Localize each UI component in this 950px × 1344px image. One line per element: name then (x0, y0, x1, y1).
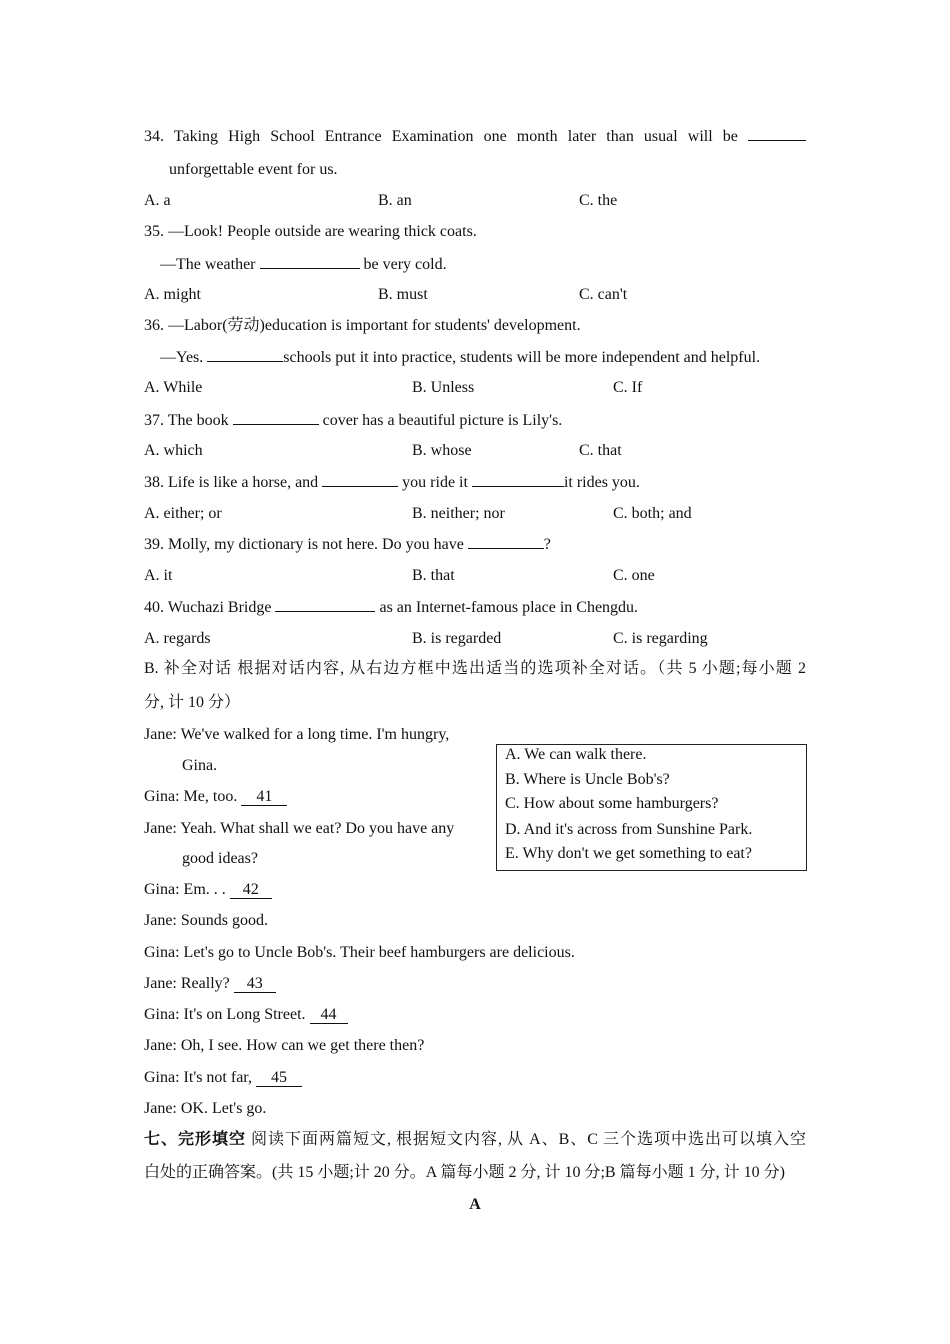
option-a: A. it (144, 567, 173, 584)
option-c: C. one (613, 567, 655, 584)
dialogue-text: Jane: Really? (144, 975, 230, 992)
option-a: A. a (144, 192, 171, 209)
option-c: C. is regarding (613, 630, 708, 647)
options-box (496, 744, 807, 871)
dialogue-text: Gina: It's not far, (144, 1069, 252, 1086)
option-b: B. Unless (412, 379, 475, 396)
dialogue-text: Gina: It's on Long Street. (144, 1006, 306, 1023)
box-option-e: E. Why don't we get something to eat? (505, 845, 752, 862)
q38-line1 (144, 472, 640, 493)
box-option-a: A. We can walk there. (505, 746, 647, 763)
q37-text-b: cover has a beautiful picture is Lily's. (322, 412, 563, 429)
q34-text: 34. Taking High School Entrance Examination one month later than usual will be (144, 128, 738, 145)
dialogue-line: Jane: We've walked for a long time. I'm hungry, (144, 726, 450, 743)
blank-42: 42 (230, 882, 272, 899)
q36-text-b: schools put it into practice, students will be more independent and helpful. (283, 349, 761, 366)
q39-line1 (144, 534, 551, 555)
dialogue-line (144, 1005, 348, 1025)
option-b: B. whose (412, 442, 472, 459)
option-a: A. either; or (144, 505, 222, 522)
option-b: B. an (378, 192, 412, 209)
answer-blank (472, 472, 564, 487)
option-c: C. that (579, 442, 622, 459)
option-c: C. If (613, 379, 643, 396)
dialogue-line: good ideas? (182, 850, 258, 867)
dialogue-line (144, 880, 272, 900)
dialogue-line (144, 974, 276, 994)
dialogue-line (144, 1068, 302, 1088)
blank-41: 41 (241, 789, 287, 806)
dialogue-line: Jane: OK. Let's go. (144, 1100, 267, 1117)
answer-blank (275, 597, 375, 612)
q36-line2 (160, 347, 760, 368)
q39-text-b: ? (543, 536, 551, 553)
section-7-title: 七、完形填空 (144, 1131, 247, 1148)
q34-line1 (144, 126, 806, 147)
box-option-c: C. How about some hamburgers? (505, 795, 719, 812)
dialogue-line: Gina. (182, 757, 218, 774)
q40-text-a: 40. Wuchazi Bridge (144, 599, 272, 616)
q35-line2 (160, 254, 447, 275)
answer-blank (207, 347, 283, 362)
dialogue-line: Jane: Oh, I see. How can we get there then? (144, 1037, 425, 1054)
option-b: B. that (412, 567, 455, 584)
option-a: A. which (144, 442, 203, 459)
option-b: B. must (378, 286, 428, 303)
answer-blank (322, 472, 398, 487)
dialogue-line (144, 787, 287, 807)
q37-text-a: 37. The book (144, 412, 229, 429)
option-b: B. neither; nor (412, 505, 505, 522)
q35-line1: 35. —Look! People outside are wearing thick coats. (144, 223, 477, 240)
answer-blank (468, 534, 544, 549)
q34-line2: unforgettable event for us. (169, 161, 338, 178)
q38-text-b: you ride it (402, 474, 468, 491)
section-7-instructions (144, 1130, 806, 1150)
option-c: C. both; and (613, 505, 692, 522)
section-7-text: 阅读下面两篇短文, 根据短文内容, 从 A、B、C 三个选项中选出可以填入空 (251, 1131, 806, 1148)
option-a: A. might (144, 286, 201, 303)
option-a: A. regards (144, 630, 211, 647)
q39-text-a: 39. Molly, my dictionary is not here. Do you have (144, 536, 464, 553)
answer-blank (233, 410, 319, 425)
dialogue-line: Jane: Yeah. What shall we eat? Do you have any (144, 820, 455, 837)
q40-text-b: as an Internet-famous place in Chengdu. (379, 599, 639, 616)
q35-text-b: be very cold. (363, 256, 447, 273)
dialogue-line: Jane: Sounds good. (144, 912, 268, 929)
section-b-instructions: B. 补全对话 根据对话内容, 从右边方框中选出适当的选项补全对话。（共 5 小题;每小题 2 (144, 660, 806, 677)
box-option-d: D. And it's across from Sunshine Park. (505, 821, 753, 838)
blank-45: 45 (256, 1070, 302, 1087)
option-c: C. the (579, 192, 618, 209)
dialogue-text: Gina: Me, too. (144, 788, 238, 805)
q36-line1: 36. —Labor(劳动)education is important for students' development. (144, 317, 581, 334)
q40-line1 (144, 597, 638, 618)
q38-text-c: it rides you. (563, 474, 640, 491)
q37-line1 (144, 410, 562, 431)
blank-44: 44 (310, 1007, 348, 1024)
blank-43: 43 (234, 976, 276, 993)
passage-heading: A (469, 1196, 481, 1213)
box-option-b: B. Where is Uncle Bob's? (505, 771, 670, 788)
q38-text-a: 38. Life is like a horse, and (144, 474, 319, 491)
option-a: A. While (144, 379, 203, 396)
answer-blank (260, 254, 360, 269)
option-c: C. can't (579, 286, 628, 303)
section-b-instructions-2: 分, 计 10 分） (144, 694, 241, 711)
q35-text-a: —The weather (160, 256, 256, 273)
option-b: B. is regarded (412, 630, 502, 647)
answer-blank (748, 126, 806, 141)
dialogue-line: Gina: Let's go to Uncle Bob's. Their beef hamburgers are delicious. (144, 944, 575, 961)
q36-text-a: —Yes. (160, 349, 204, 366)
dialogue-text: Gina: Em. . . (144, 881, 226, 898)
section-7-instructions-2: 白处的正确答案。(共 15 小题;计 20 分。A 篇每小题 2 分, 计 10 分;B 篇每小题 1 分, 计 10 分) (144, 1164, 785, 1181)
